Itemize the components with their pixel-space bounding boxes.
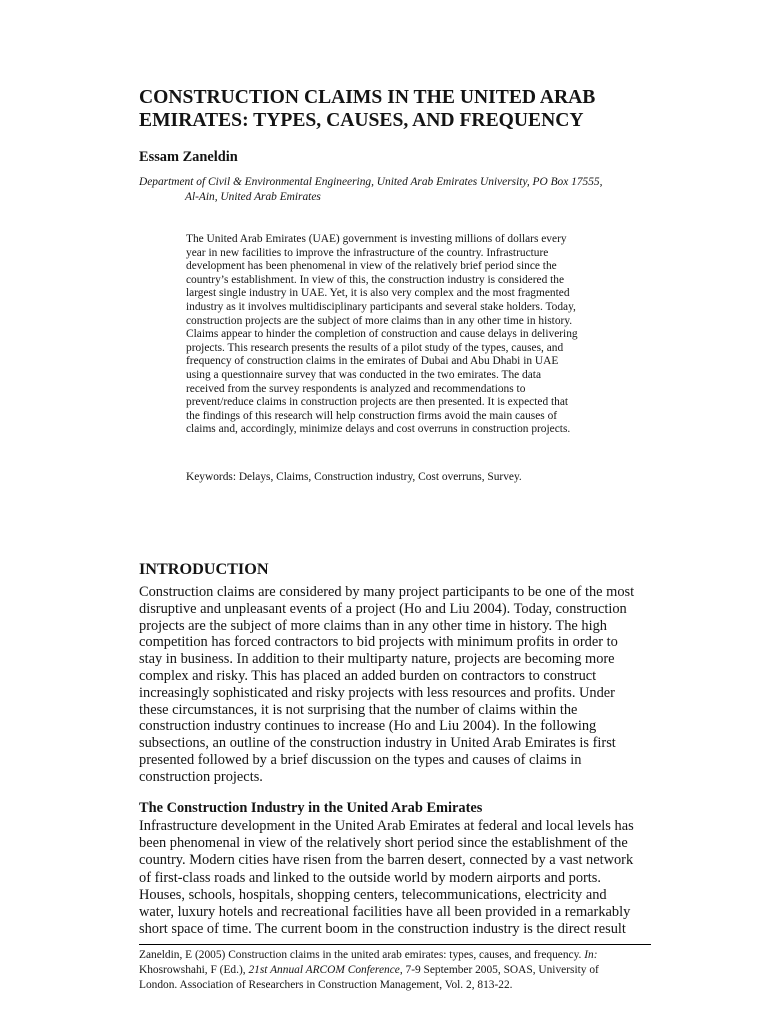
abstract-line: construction projects are the subject of more claims than in any other time in history. (186, 314, 573, 327)
section-line: Infrastructure development in the United Arab Emirates at federal and local levels has (139, 818, 634, 834)
section-line: short space of time. The current boom in the construction industry is the direct result (139, 921, 626, 938)
abstract-line: projects. This research presents the results of a pilot study of the types, causes, and (186, 341, 564, 354)
citation-text: Khosrowshahi, F (Ed.), (139, 964, 249, 976)
author-name: Essam Zaneldin (139, 149, 238, 165)
citation-in: In: (584, 949, 598, 961)
intro-line: Construction claims are considered by many project participants to be one of the most (139, 584, 635, 600)
abstract-line: development has been phenomenal in view of the relatively brief period since the (186, 260, 557, 273)
abstract-line: claims and, accordingly, minimize delays and cost overruns in construction projects. (186, 423, 571, 436)
introduction-body (139, 584, 634, 786)
abstract-line: frequency of construction claims in the emirates of Dubai and Abu Dhabi in UAE (186, 355, 559, 368)
author-affiliation (139, 175, 602, 205)
section-heading: The Construction Industry in the United Arab Emirates (139, 800, 483, 816)
intro-line: stay in business. In addition to their multiparty nature, projects are becoming more (139, 651, 615, 668)
citation-line (139, 948, 599, 963)
keywords: Keywords: Delays, Claims, Construction industry, Cost overruns, Survey. (186, 471, 522, 483)
abstract-line: Claims appear to hinder the completion of construction and cause delays in delivering (186, 328, 578, 341)
abstract (186, 233, 578, 437)
abstract-line: year in new facilities to improve the infrastructure of the country. Infrastructure (186, 246, 549, 259)
introduction-heading: INTRODUCTION (139, 560, 269, 578)
intro-line: increasingly sophisticated and risky projects with less resources and profits. Under (139, 684, 615, 701)
abstract-line: received from the survey respondents is analyzed and recommendations to (186, 382, 526, 395)
citation-line: London. Association of Researchers in Construction Management, Vol. 2, 813-22. (139, 979, 513, 991)
abstract-line: largest single industry in UAE. Yet, it is also very complex and the most fragmented (186, 287, 570, 300)
intro-line: construction industry continues to increase (Ho and Liu 2004). In the following (139, 718, 597, 735)
affiliation-line: Department of Civil & Environmental Engineering, United Arab Emirates University, PO Box 17555, (139, 176, 603, 188)
citation-text: , 7-9 September 2005, SOAS, University of (399, 964, 599, 976)
abstract-line: The United Arab Emirates (UAE) government is investing millions of dollars every (186, 233, 567, 245)
intro-line: presented followed by a brief discussion on the types and causes of claims in (139, 751, 582, 768)
paper-title (139, 86, 659, 132)
abstract-line: using a questionnaire survey that was conducted in the two emirates. The data (186, 368, 542, 381)
intro-line: complex and risky. This has placed an added burden on contractors to construct (139, 667, 597, 684)
abstract-line: the findings of this research will help construction firms avoid the main causes of (186, 409, 558, 422)
affiliation-line: Al-Ain, United Arab Emirates (185, 191, 321, 203)
abstract-line: country’s establishment. In view of this, the construction industry is considered the (186, 273, 565, 286)
conference-name: 21st Annual ARCOM Conference (248, 964, 400, 976)
title-line: CONSTRUCTION CLAIMS IN THE UNITED ARAB (139, 87, 596, 108)
section-line: country. Modern cities have risen from the barren desert, connected by a vast network (139, 852, 634, 869)
section-line: water, luxury hotels and recreational facilities have all been provided in a remarkably (139, 904, 631, 921)
intro-line: subsections, an outline of the construction industry in United Arab Emirates is first (139, 735, 616, 752)
intro-line: these circumstances, it is not surprising that the number of claims within the (139, 701, 578, 718)
intro-line: competition has forced contractors to bid projects with minimum profits in order to (139, 634, 618, 651)
citation-line (139, 963, 599, 978)
section-body (139, 818, 634, 938)
abstract-line: industry as it involves multidisciplinary participants and several stake holders. Today, (186, 300, 576, 313)
section-line: of first-class roads and linked to the outside world by modern airports and ports. (139, 869, 602, 886)
intro-line: projects are the subject of more claims than in any other time in history. The high (139, 617, 607, 634)
intro-line: construction projects. (139, 768, 263, 785)
section-line: been phenomenal in view of the relatively short period since the establishment of the (139, 835, 628, 852)
citation-footer (139, 948, 599, 993)
abstract-line: prevent/reduce claims in construction projects are then presented. It is expected that (186, 396, 569, 409)
title-line: EMIRATES: TYPES, CAUSES, AND FREQUENCY (139, 110, 584, 131)
citation-text: Zaneldin, E (2005) Construction claims in the united arab emirates: types, causes, and frequency. (139, 949, 585, 961)
footnote-divider (139, 944, 651, 945)
intro-line: disruptive and unpleasant events of a project (Ho and Liu 2004). Today, construction (139, 600, 627, 617)
section-line: Houses, schools, hospitals, shopping centers, telecommunications, electricity and (139, 886, 607, 903)
